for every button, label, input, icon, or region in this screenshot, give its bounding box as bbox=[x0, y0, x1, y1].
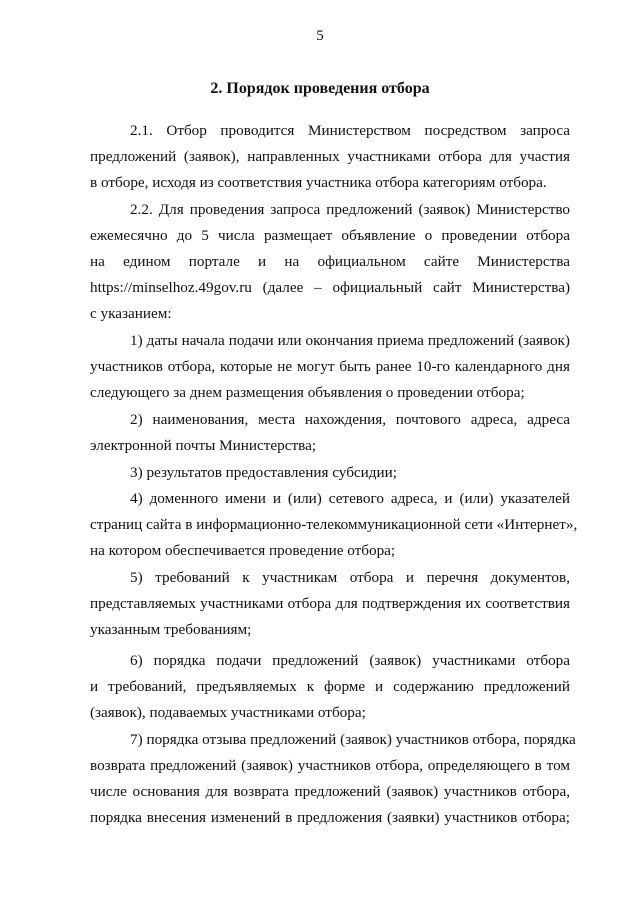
list-item-5-line: представляемых участниками отбора для подтверждения их соответствия bbox=[90, 595, 570, 612]
list-item-7-line: возврата предложений (заявок) участников отбора, определяющего в том bbox=[90, 757, 570, 774]
list-item-1-line: 1) даты начала подачи или окончания приема предложений (заявок) bbox=[130, 332, 570, 349]
list-item-1-line: следующего за днем размещения объявления о проведении отбора; bbox=[90, 384, 525, 401]
page-number: 5 bbox=[316, 28, 324, 44]
section-heading: 2. Порядок проведения отбора bbox=[210, 80, 430, 97]
list-item-4-line: 4) доменного имени и (или) сетевого адреса, и (или) указателей bbox=[130, 490, 570, 507]
list-item-2-line: 2) наименования, места нахождения, почтового адреса, адреса bbox=[130, 411, 570, 428]
paragraph-2-2-line: ежемесячно до 5 числа размещает объявление о проведении отбора bbox=[90, 227, 570, 244]
list-item-5-line: 5) требований к участникам отбора и перечня документов, bbox=[130, 569, 570, 586]
list-item-1-line: участников отбора, которые не могут быть ранее 10-го календарного дня bbox=[90, 358, 570, 375]
list-item-5-line: указанным требованиям; bbox=[90, 621, 252, 638]
paragraph-2-2-line: https://minselhoz.49gov.ru (далее – официальный сайт Министерства) bbox=[90, 279, 570, 296]
paragraph-2-2-line: на едином портале и на официальном сайте Министерства bbox=[90, 253, 570, 270]
list-item-6-line: 6) порядка подачи предложений (заявок) участниками отбора bbox=[130, 652, 570, 669]
list-item-4-line: на котором обеспечивается проведение отбора; bbox=[90, 542, 396, 559]
paragraph-2-1-line: 2.1. Отбор проводится Министерством посредством запроса bbox=[130, 122, 570, 139]
list-item-6-line: и требований, предъявляемых к форме и содержанию предложений bbox=[90, 678, 570, 695]
paragraph-2-1-line: предложений (заявок), направленных участниками отбора для участия bbox=[90, 148, 570, 165]
paragraph-2-2-line: с указанием: bbox=[90, 305, 172, 322]
list-item-6-line: (заявок), подаваемых участниками отбора; bbox=[90, 704, 366, 721]
list-item-7-line: числе основания для возврата предложений (заявок) участников отбора, bbox=[90, 783, 570, 800]
list-item-2-line: электронной почты Министерства; bbox=[90, 437, 317, 454]
list-item-4-line: страниц сайта в информационно-телекоммуникационной сети «Интернет», bbox=[90, 516, 578, 533]
paragraph-2-2-line: 2.2. Для проведения запроса предложений (заявок) Министерство bbox=[130, 201, 570, 218]
list-item-7-line: 7) порядка отзыва предложений (заявок) участников отбора, порядка bbox=[130, 731, 576, 748]
list-item-7-line: порядка внесения изменений в предложения (заявки) участников отбора; bbox=[90, 809, 570, 826]
paragraph-2-1-line: в отборе, исходя из соответствия участника отбора категориям отбора. bbox=[90, 174, 547, 191]
list-item-3-line: 3) результатов предоставления субсидии; bbox=[130, 464, 397, 481]
